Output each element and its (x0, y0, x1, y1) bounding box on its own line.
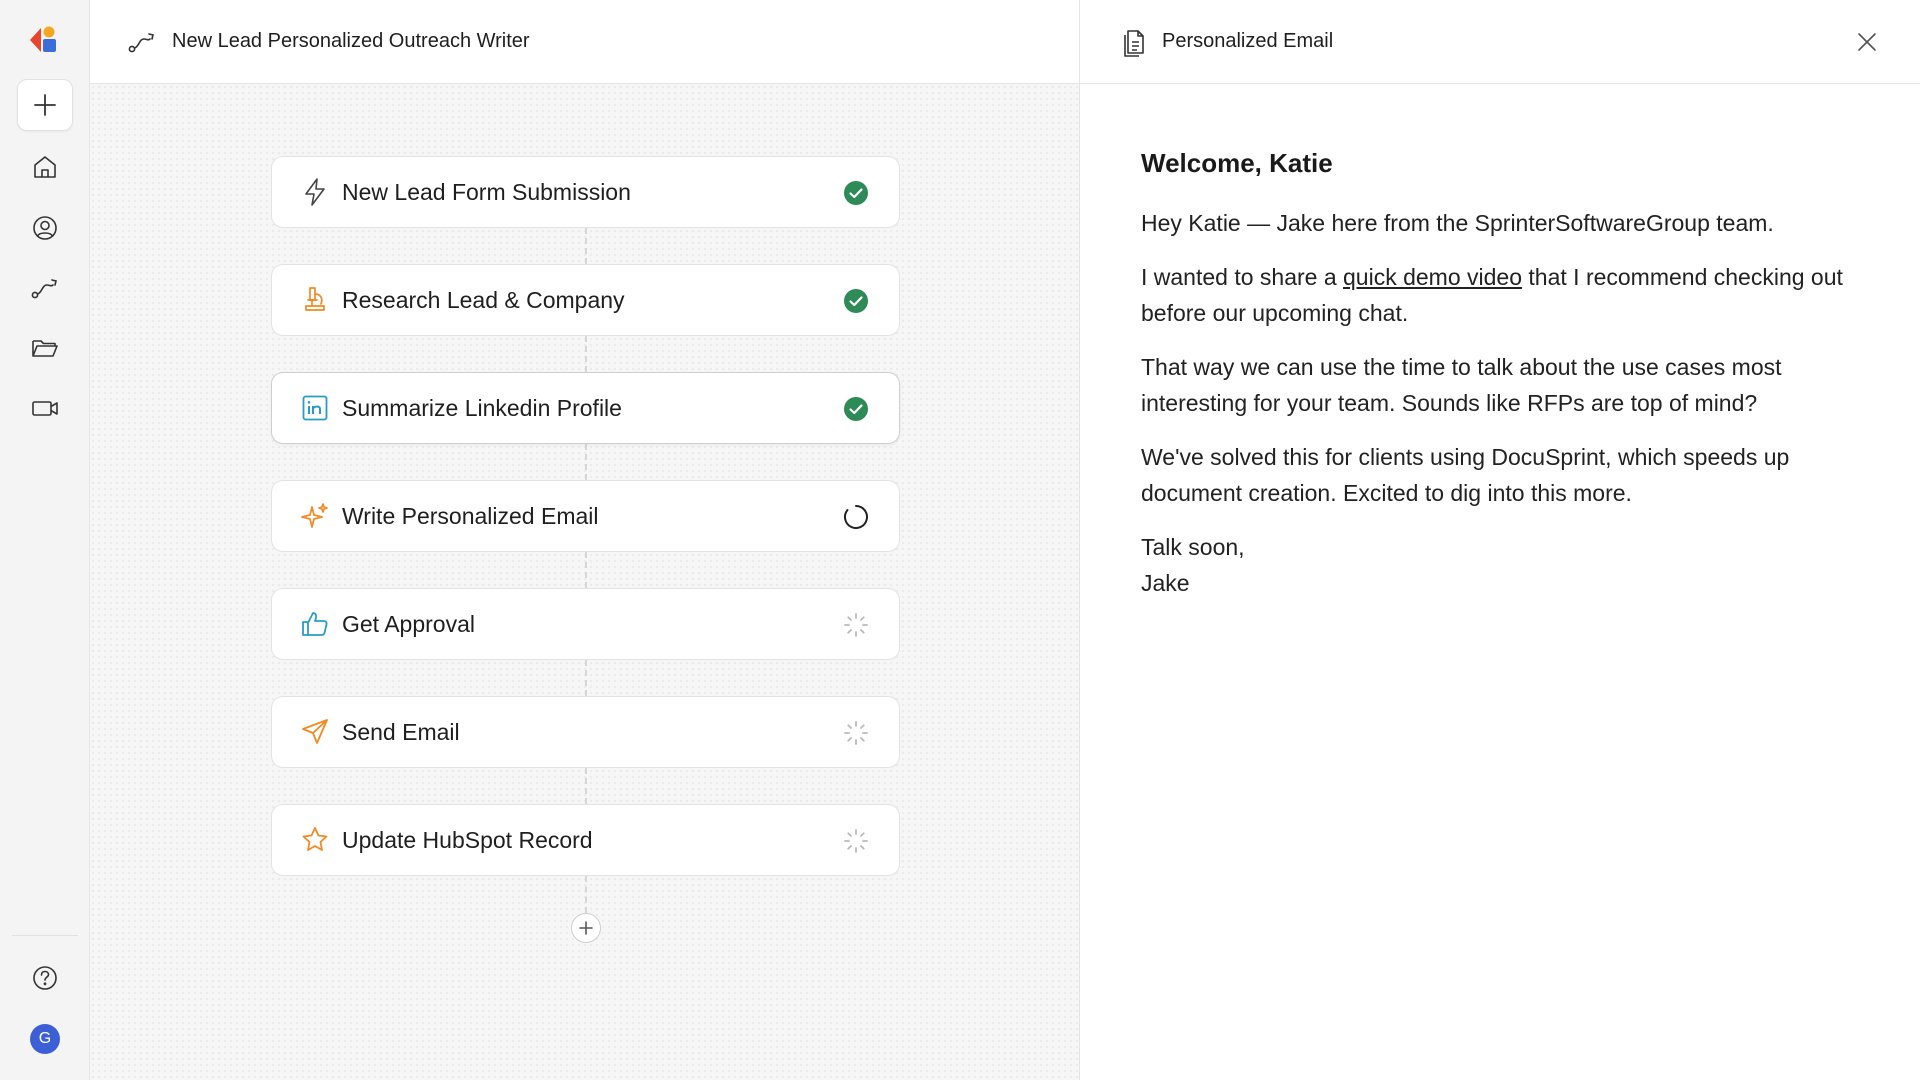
step-connector (585, 228, 587, 264)
demo-video-link[interactable]: quick demo video (1343, 264, 1523, 290)
plus-icon (578, 920, 594, 936)
step-connector (585, 552, 587, 588)
sidebar (0, 0, 90, 1080)
workflow-step[interactable] (271, 804, 900, 876)
workflow-step[interactable] (271, 480, 900, 552)
sidebar-divider (12, 935, 78, 936)
pending-spinner-icon (841, 826, 871, 856)
workflow-step[interactable] (271, 264, 900, 336)
star-icon (300, 825, 330, 855)
step-connector (585, 876, 587, 913)
step-connector (585, 660, 587, 696)
loading-spinner-icon (841, 502, 871, 532)
thumbs-up-icon (300, 609, 330, 639)
email-greeting: Welcome, Katie (1141, 148, 1333, 178)
video-icon (30, 394, 60, 422)
email-paragraph: We've solved this for clients using DocuSprint, which speeds up document creation. Excited to dig into this more. (1141, 444, 1790, 506)
signature-text: Jake (1141, 570, 1190, 596)
sidebar-item-profile[interactable] (17, 202, 73, 254)
step-label: New Lead Form Submission (342, 178, 631, 205)
workflow-step[interactable] (271, 372, 900, 444)
paper-plane-icon (300, 717, 330, 747)
document-icon (1118, 27, 1148, 57)
app-logo[interactable] (28, 24, 60, 56)
workflow-icon (126, 26, 158, 58)
sidebar-item-files[interactable] (17, 322, 73, 374)
step-label: Write Personalized Email (342, 502, 599, 529)
step-connector (585, 768, 587, 804)
pending-spinner-icon (841, 610, 871, 640)
workflow-canvas (90, 0, 1079, 1080)
signoff-text: Talk soon, (1141, 534, 1245, 560)
panel-header (1080, 0, 1920, 84)
workflow-title: New Lead Personalized Outreach Writer (172, 30, 530, 52)
avatar[interactable]: G (30, 1024, 60, 1054)
sidebar-item-home[interactable] (17, 141, 73, 193)
sidebar-item-videos[interactable] (17, 382, 73, 434)
workflow-step[interactable] (271, 156, 900, 228)
new-button[interactable] (17, 79, 73, 131)
step-label: Summarize Linkedin Profile (342, 394, 622, 421)
step-label: Get Approval (342, 610, 475, 637)
email-paragraph: That way we can use the time to talk about the use cases most interesting for your team. Sounds like RFPs are top of mind? (1141, 354, 1782, 416)
close-icon (1856, 31, 1878, 53)
workflow-step[interactable] (271, 588, 900, 660)
check-circle-icon (841, 286, 871, 316)
close-button[interactable] (1851, 26, 1883, 58)
add-step-button[interactable] (571, 913, 601, 943)
step-label: Send Email (342, 718, 460, 745)
check-circle-icon (841, 394, 871, 424)
email-signoff (1141, 529, 1871, 601)
email-text: that I recommend checking out before our upcoming chat. (1141, 264, 1843, 326)
plus-icon (32, 92, 58, 118)
help-icon (31, 964, 59, 992)
workflow-icon (30, 274, 60, 302)
step-label: Update HubSpot Record (342, 826, 593, 853)
panel-title: Personalized Email (1162, 30, 1334, 52)
lightning-icon (300, 177, 330, 207)
step-connector (585, 336, 587, 372)
linkedin-icon (300, 393, 330, 423)
microscope-icon (300, 285, 330, 315)
email-text: I wanted to share a (1141, 264, 1344, 290)
help-button[interactable] (17, 952, 73, 1004)
pending-spinner-icon (841, 718, 871, 748)
output-panel (1079, 0, 1920, 1080)
user-circle-icon (31, 214, 59, 242)
email-body (1141, 148, 1871, 601)
email-paragraph (1141, 259, 1871, 331)
workflow-step[interactable] (271, 696, 900, 768)
step-label: Research Lead & Company (342, 286, 625, 313)
workflow-header (90, 0, 1079, 84)
step-connector (585, 444, 587, 480)
folder-icon (30, 334, 60, 362)
home-icon (31, 153, 59, 181)
sidebar-item-workflows[interactable] (17, 262, 73, 314)
email-paragraph: Hey Katie — Jake here from the SprinterSoftwareGroup team. (1141, 210, 1774, 236)
sparkle-icon (300, 501, 330, 531)
check-circle-icon (841, 178, 871, 208)
